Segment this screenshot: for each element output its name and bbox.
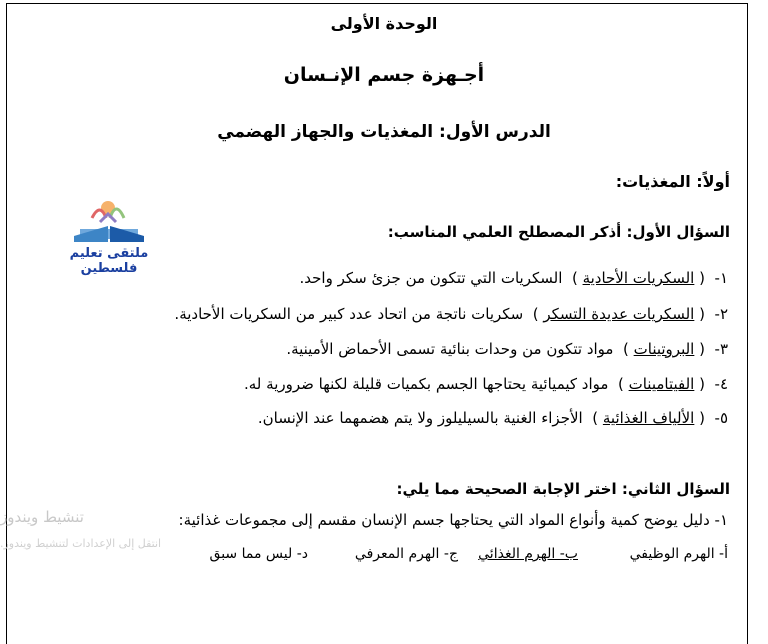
list-item: ٥- ( الألياف الغذائية ) الأجزاء الغنية بالسيليلوز ولا يتم هضمهما عند الإنسان.	[257, 409, 728, 427]
option-d: د- ليس مما سبق	[209, 546, 308, 562]
item-number: ٢-	[714, 305, 728, 323]
item-text: السكريات التي تتكون من جزئ سكر واحد.	[299, 269, 563, 287]
item-term: الألياف الغذائية	[602, 409, 695, 427]
item-term: البروتينات	[633, 340, 695, 358]
item-text: الأجزاء الغنية بالسيليلوز ولا يتم هضمهما عند الإنسان.	[257, 409, 583, 427]
list-item: ٣- ( البروتينات ) مواد تتكون من وحدات بنائية تسمى الأحماض الأمينية.	[286, 340, 728, 358]
chapter-title: أجـهزة جسم الإنـسان	[283, 64, 485, 86]
unit-title: الوحدة الأولى	[330, 14, 438, 33]
item-term: الفيتامينات	[628, 375, 695, 393]
list-item: ٤- ( الفيتامينات ) مواد كيميائية يحتاجها الجسم بكميات قليلة لكنها ضرورية له.	[244, 375, 728, 393]
item-number: ٤-	[714, 375, 728, 393]
question1-title: السؤال الأول: أذكر المصطلح العلمي المناسب:	[387, 223, 730, 241]
item-text: سكريات ناتجة من اتحاد عدد كبير من السكريات الأحادية.	[174, 305, 524, 323]
list-item: ١- ( السكريات الأحادية ) السكريات التي تتكون من جزئ سكر واحد.	[299, 269, 728, 287]
item-text: مواد كيميائية يحتاجها الجسم بكميات قليلة لكنها ضرورية له.	[244, 375, 609, 393]
item-number: ٥-	[714, 409, 728, 427]
list-item: ٢- ( السكريات عديدة التسكر ) سكريات ناتجة من اتحاد عدد كبير من السكريات الأحادية.	[174, 305, 728, 323]
question2-title: السؤال الثاني: اختر الإجابة الصحيحة مما يلي:	[396, 480, 730, 498]
item-number: ٣-	[714, 340, 728, 358]
item-term: السكريات الأحادية	[582, 269, 695, 287]
option-b	[478, 546, 578, 562]
item-number: ١-	[714, 269, 728, 287]
lesson-title: الدرس الأول: المغذيات والجهاز الهضمي	[217, 122, 551, 142]
item-text: مواد تتكون من وحدات بنائية تسمى الأحماض الأمينية.	[286, 340, 614, 358]
activation-watermark: تنشيط ويندوز	[0, 508, 84, 526]
option-b-label: ب- الهرم الغذائي	[478, 546, 578, 562]
activation-watermark-sub: انتقل إلى الإعدادات لتنشيط ويندوز.	[0, 537, 162, 550]
site-logo	[44, 196, 174, 276]
item-term: السكريات عديدة التسكر	[543, 305, 695, 323]
logo-text: ملتقى تعليم فلسطين	[69, 246, 149, 276]
book-logo-icon	[44, 196, 174, 246]
option-a: أ- الهرم الوظيفي	[629, 546, 728, 562]
option-c: ج- الهرم المعرفي	[354, 546, 458, 562]
question2-text: ١- دليل يوضح كمية وأنواع المواد التي يحتاجها جسم الإنسان مقسم إلى مجموعات غذائية:	[178, 511, 728, 529]
section-title: أولاً: المغذيات:	[615, 172, 730, 191]
